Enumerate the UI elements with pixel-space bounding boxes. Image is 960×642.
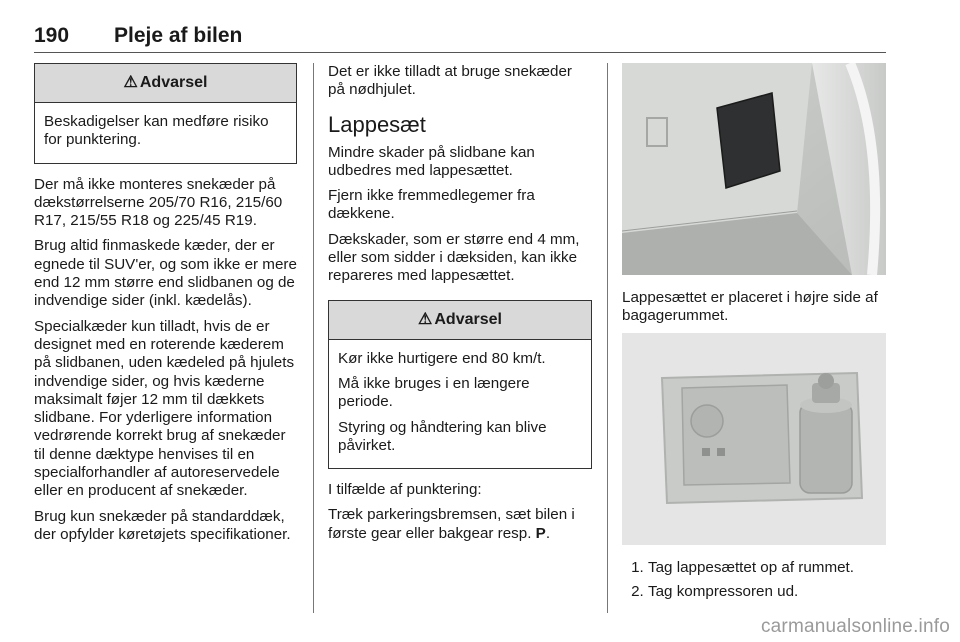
column-3: [622, 63, 886, 607]
paragraph: Brug kun snekæder på standarddæk, der opfylder køretøjets specifikationer.: [34, 507, 291, 543]
step-list: [622, 559, 886, 602]
page-number: 190: [34, 24, 70, 47]
trunk-photo: [622, 63, 886, 275]
warning-text: Beskadigelser kan medføre risiko for punktering.: [44, 113, 269, 149]
paragraph: Dækskader, som er større end 4 mm, eller som sidder i dæksiden, kan ikke repareres med lappesættet.: [328, 230, 580, 285]
step-item: 2. Tag kompressoren ud.: [648, 583, 886, 601]
warning-line: Kør ikke hurtigere end 80 km/t.: [338, 349, 546, 367]
column-2: [328, 63, 592, 550]
warning-triangle-icon: ⚠: [123, 74, 138, 91]
instruction-paragraph: [328, 506, 592, 543]
step-item: 1. Tag lappesættet op af rummet.: [648, 559, 886, 577]
section-heading: Lappesæt: [328, 111, 426, 137]
column-divider-2: [607, 63, 608, 613]
warning-title: Advarsel: [139, 74, 208, 91]
instruction-end: .: [545, 524, 551, 542]
warning-box: [34, 63, 297, 164]
warning-triangle-icon: ⚠: [418, 310, 433, 328]
warning-line: Styring og håndtering kan blive påvirket.: [338, 418, 547, 454]
warning-body: [35, 103, 296, 163]
page-title: Pleje af bilen: [114, 24, 243, 47]
column-1: [34, 63, 297, 551]
warning-title: Advarsel: [434, 310, 502, 328]
gear-letter: P: [535, 524, 546, 542]
paragraph: Mindre skader på slidbane kan udbedres med lappesættet.: [328, 143, 535, 179]
paragraph: Brug altid finmaskede kæder, der er egnede til SUV'er, og som ikke er mere end 12 mm større end slidbanen og de indvendige sider (inkl. kædelås).: [34, 237, 297, 310]
paragraph: Fjern ikke fremmedlegemer fra dækkene.: [328, 187, 535, 223]
paragraph: Specialkæder kun tilladt, hvis de er designet med en roterende kæderem på slidbanen, uden kædeled på hjulets indvendige sider, og hvis kæderne maksimalt føjer 12 mm til dækkets slidbane. For yderligere information vedrørende korrekt brug af snekæder til denne dæktype henvises til en specialforhandler af autoreservedele eller en producent af snekæder.: [34, 317, 295, 500]
watermark: carmanualsonline.info: [760, 616, 950, 637]
warning-body: [329, 340, 591, 468]
warning-box: [328, 300, 592, 469]
trunk-illustration: [622, 63, 886, 275]
repair-kit-photo: [622, 333, 886, 545]
warning-header: [35, 64, 296, 103]
page-header: [34, 24, 886, 53]
instruction-text: Træk parkeringsbremsen, sæt bilen i første gear eller bakgear resp.: [328, 506, 575, 542]
paragraph: Der må ikke monteres snekæder på dækstørrelserne 205/70 R16, 215/60 R17, 215/55 R18 og 225/45 R19.: [34, 175, 283, 230]
warning-line: Må ikke bruges i en længere periode.: [338, 374, 530, 411]
warning-header: [329, 301, 591, 340]
paragraph: Det er ikke tilladt at bruge snekæder på nødhjulet.: [328, 63, 572, 99]
paragraph: I tilfælde af punktering:: [328, 481, 482, 499]
image-caption: Lappesættet er placeret i højre side af bagagerummet.: [622, 289, 878, 325]
column-divider-1: [313, 63, 314, 613]
repair-kit-illustration: [622, 333, 886, 545]
